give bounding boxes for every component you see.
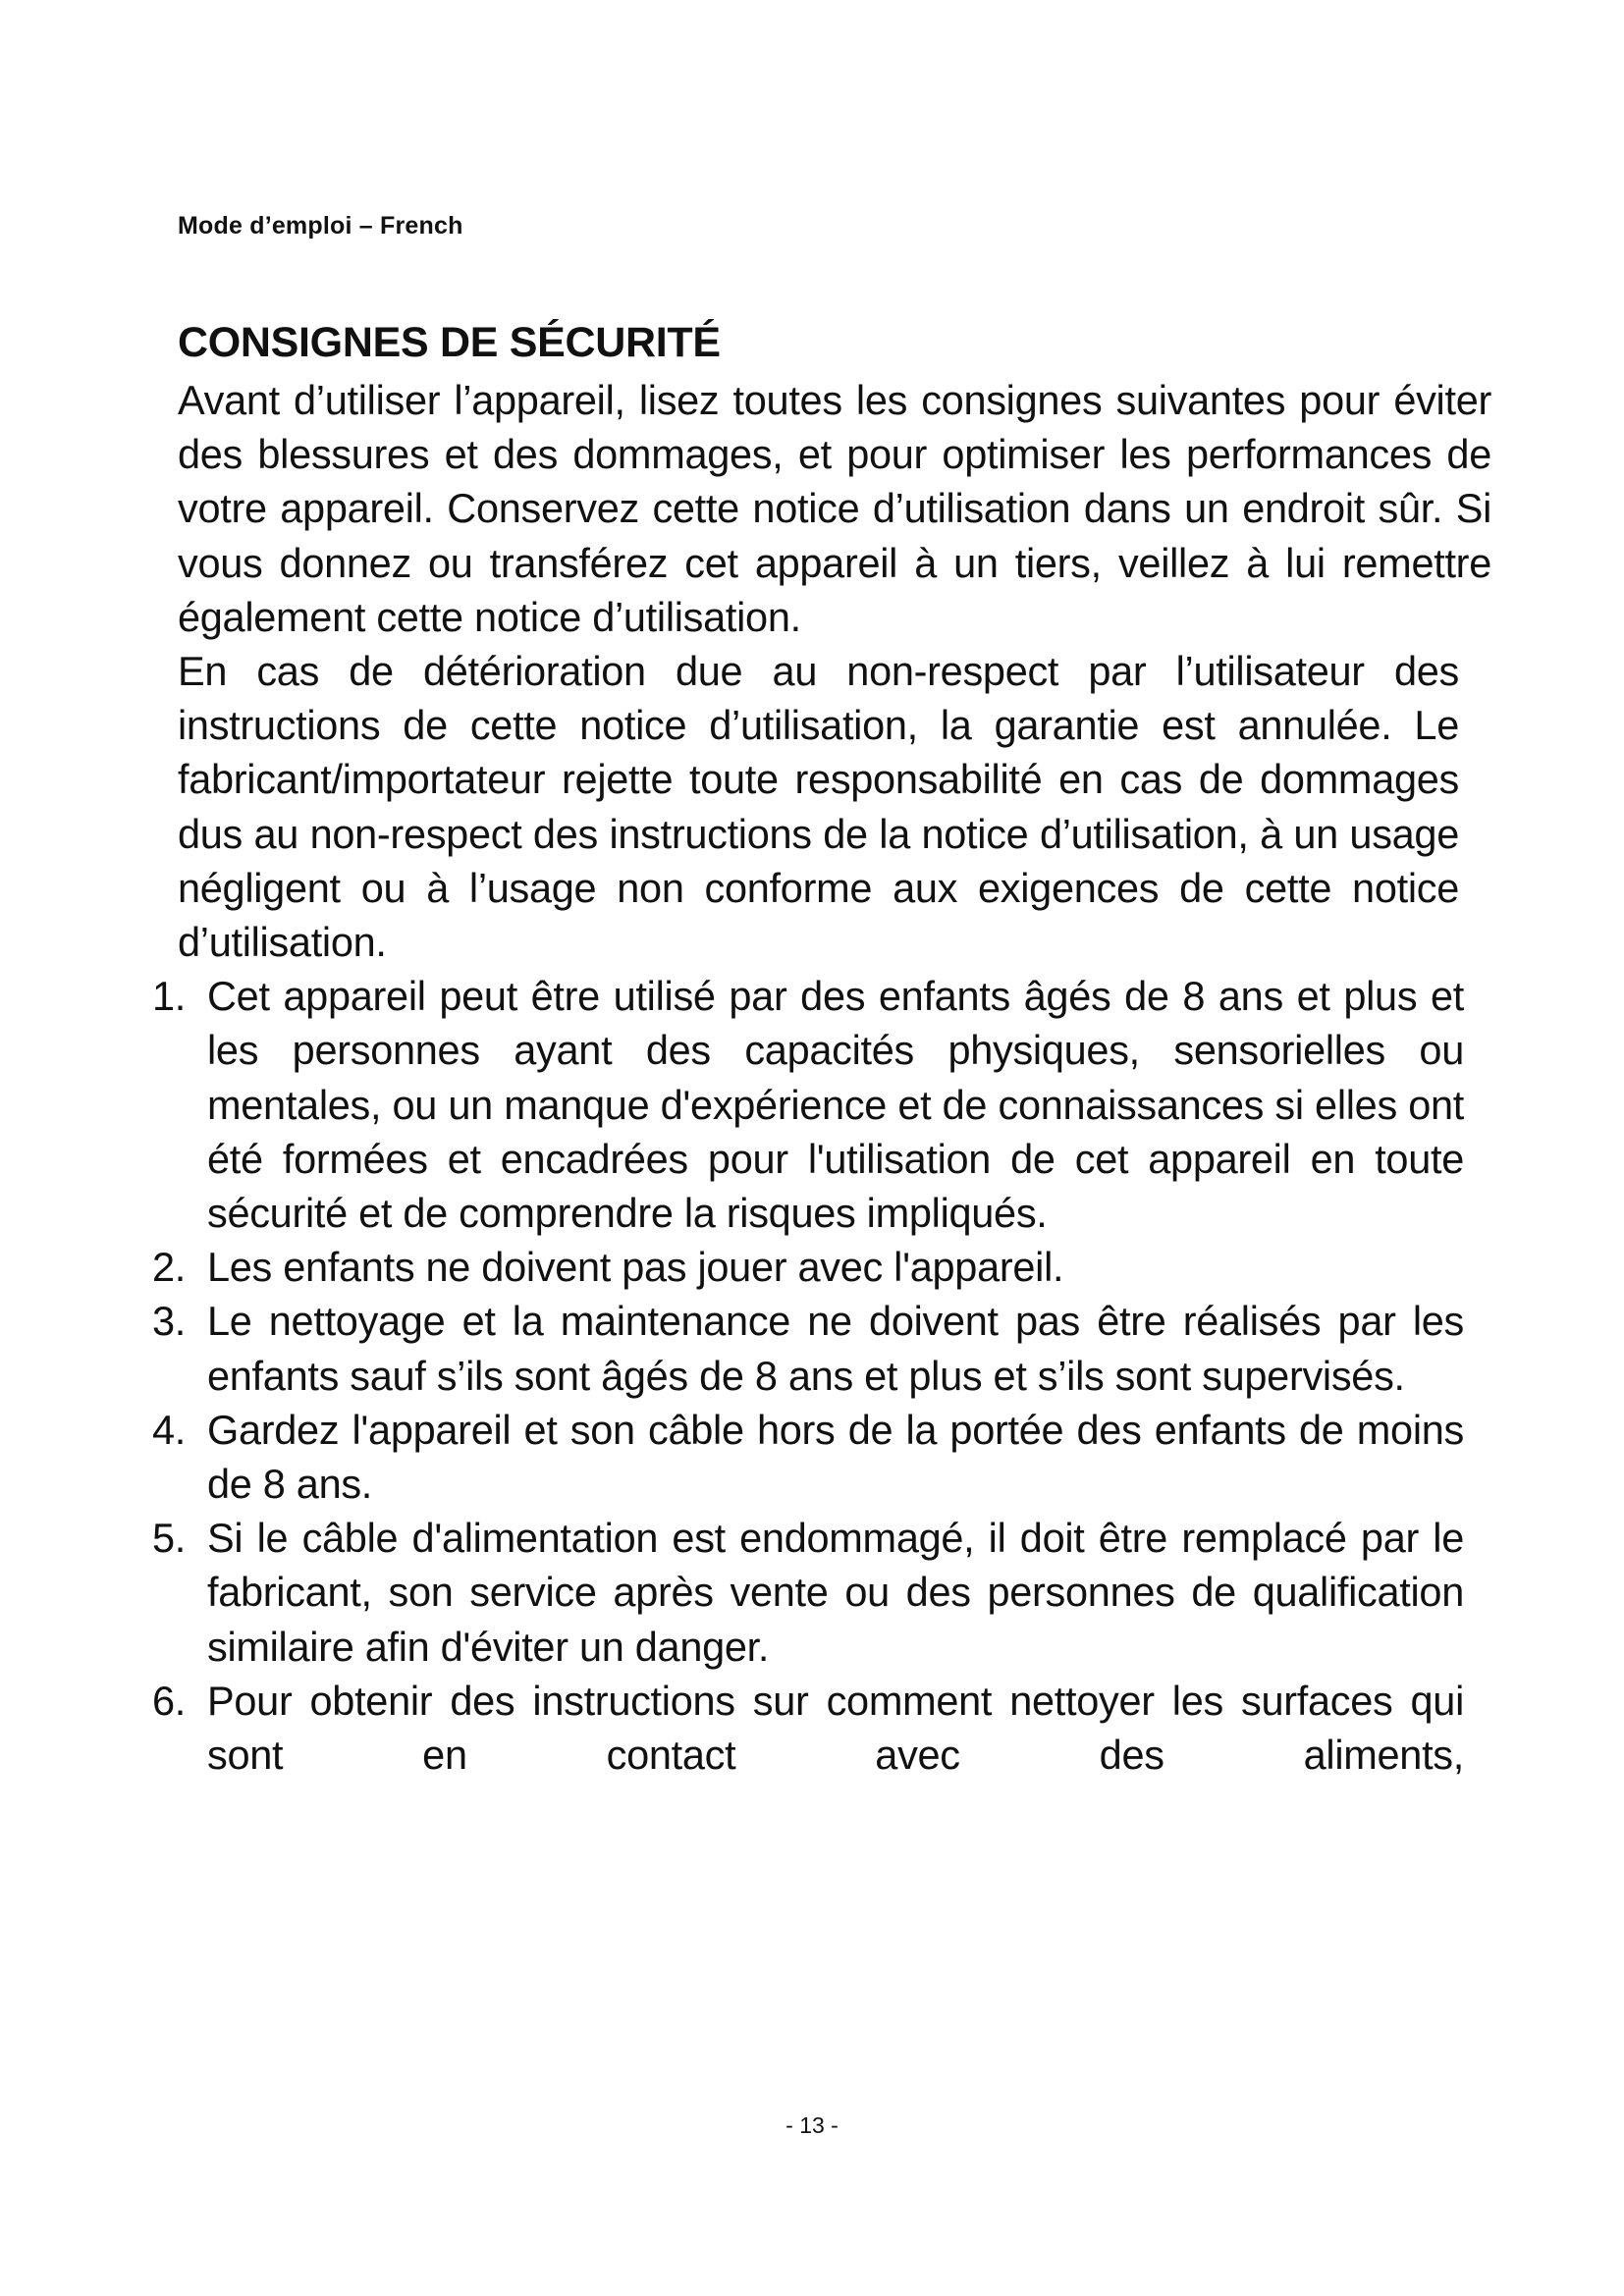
list-item	[152, 1240, 1464, 1294]
list-item	[152, 1674, 1464, 1782]
warranty-paragraph: En cas de détérioration due au non-respect par l’utilisateur des instructions de cette notice d’utilisation, la garantie est annulée. Le fabricant/importateur rejette toute responsabilité en cas de dommages dus au non-respect des instructions de la notice d’utilisation, à un usage négligent ou à l’usage non conforme aux exigences de cette notice d’utilisation.	[178, 648, 1459, 966]
list-item-text: Les enfants ne doivent pas jouer avec l'appareil.	[207, 1244, 1064, 1291]
list-item	[152, 1403, 1464, 1511]
list-item-number: 1.	[152, 973, 187, 1020]
list-item-text: Cet appareil peut être utilisé par des enfants âgés de 8 ans et plus et les personnes ayant des capacités physiques, sensorielles ou mentales, ou un manque d'expérience et de connaissances si elles ont été formées et encadrées pour l'utilisation de cet appareil en toute sécurité et de comprendre la risques impliqués.	[207, 973, 1464, 1237]
section-title: CONSIGNES DE SÉCURITÉ	[178, 319, 721, 366]
list-item-text: Le nettoyage et la maintenance ne doivent pas être réalisés par les enfants sauf s’ils sont âgés de 8 ans et plus et s’ils sont supervisés.	[207, 1298, 1464, 1399]
list-item-number: 2.	[152, 1244, 187, 1291]
list-item	[152, 969, 1464, 1240]
list-item-number: 5.	[152, 1515, 187, 1562]
list-item-text: Gardez l'appareil et son câble hors de la portée des enfants de moins de 8 ans.	[207, 1406, 1464, 1508]
list-item-number: 6.	[152, 1677, 187, 1724]
list-item-text: Si le câble d'alimentation est endommagé, il doit être remplacé par le fabricant, son service après vente ou des personnes de qualification similaire afin d'éviter un danger.	[207, 1515, 1464, 1670]
list-item-number: 3.	[152, 1298, 187, 1345]
page-number: - 13 -	[785, 2112, 839, 2138]
list-item	[152, 1294, 1464, 1402]
safety-rules-list	[152, 969, 1495, 1782]
list-item	[152, 1511, 1464, 1674]
list-item-number: 4.	[152, 1406, 187, 1453]
list-item-text: Pour obtenir des instructions sur comment nettoyer les surfaces qui sont en contact avec des aliments,	[207, 1677, 1464, 1779]
intro-paragraph: Avant d’utiliser l’appareil, lisez toutes les consignes suivantes pour éviter des blessures et des dommages, et pour optimiser les performances de votre appareil. Conservez cette notice d’utilisation dans un endroit sûr. Si vous donnez ou transférez cet appareil à un tiers, veillez à lui remettre également cette notice d’utilisation.	[178, 377, 1491, 640]
safety-section	[152, 314, 1495, 1782]
page-header: Mode d’emploi – French	[178, 212, 463, 240]
